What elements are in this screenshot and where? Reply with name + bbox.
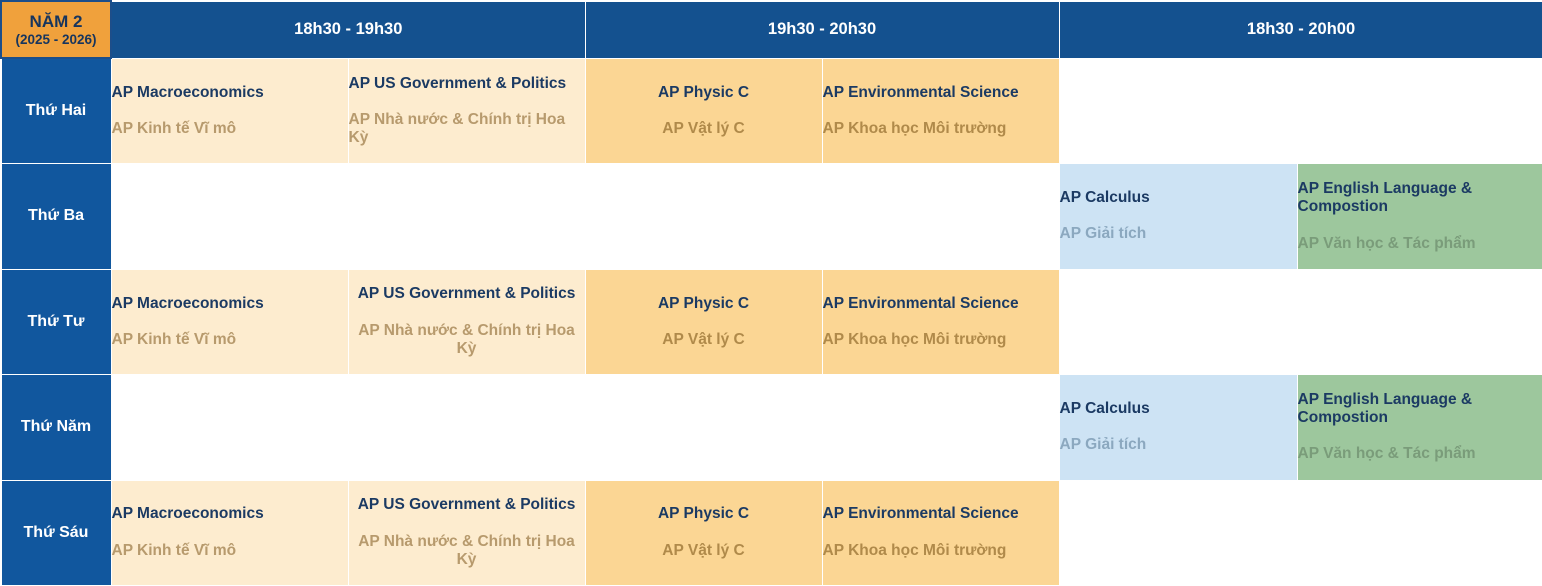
empty-cell: [1059, 480, 1297, 585]
table-row: [1, 375, 1542, 480]
course-cell-calculus: [1059, 375, 1297, 480]
course-cell-physic-c: [585, 480, 822, 585]
day-label-friday: Thứ Sáu: [1, 480, 111, 585]
course-cell-macroeconomics: [111, 58, 348, 163]
day-label-thursday: Thứ Năm: [1, 375, 111, 480]
table-row: [1, 269, 1542, 374]
course-title-en: AP Macroeconomics: [111, 294, 264, 312]
course-cell-english-language: [1297, 164, 1542, 269]
course-title-en: AP Physic C: [657, 294, 750, 312]
course-title-vi: AP Vật lý C: [662, 120, 745, 137]
empty-cell: [111, 375, 348, 480]
course-title-vi: AP Giải tích: [1059, 225, 1147, 243]
course-cell-environmental-science: [822, 480, 1059, 585]
course-title-vi: AP Kinh tế Vĩ mô: [111, 330, 237, 348]
day-label-monday: Thứ Hai: [1, 58, 111, 163]
table-row: [1, 58, 1542, 163]
course-title-en: AP Calculus: [1059, 189, 1150, 207]
course-cell-us-government: [348, 480, 585, 585]
empty-cell: [585, 164, 822, 269]
course-cell-us-government: [348, 269, 585, 374]
time-slot-header-2: 19h30 - 20h30: [585, 1, 1059, 58]
course-title-en: AP Macroeconomics: [111, 83, 264, 101]
course-title-vi: AP Khoa học Môi trường: [822, 120, 1007, 137]
course-title-en: AP Environmental Science: [822, 294, 1019, 312]
empty-cell: [1297, 269, 1542, 374]
course-title-en: AP English Language & Compostion: [1297, 180, 1473, 216]
empty-cell: [1297, 480, 1542, 585]
course-title-en: AP Macroeconomics: [111, 505, 264, 523]
year-range-label: (2025 - 2026): [15, 31, 97, 47]
course-cell-macroeconomics: [111, 480, 348, 585]
empty-cell: [348, 164, 585, 269]
course-cell-calculus: [1059, 164, 1297, 269]
table-row: [1, 480, 1542, 585]
course-cell-environmental-science: [822, 269, 1059, 374]
course-title-en: AP US Government & Politics: [348, 74, 567, 92]
course-cell-physic-c: [585, 58, 822, 163]
empty-cell: [822, 375, 1059, 480]
time-slot-header-3: 18h30 - 20h00: [1059, 1, 1542, 58]
course-title-en: AP US Government & Politics: [357, 285, 576, 303]
course-cell-environmental-science: [822, 58, 1059, 163]
course-title-en: AP Calculus: [1059, 400, 1150, 418]
empty-cell: [111, 164, 348, 269]
table-header-row: [1, 1, 1542, 58]
course-cell-physic-c: [585, 269, 822, 374]
empty-cell: [348, 375, 585, 480]
empty-cell: [1297, 58, 1542, 163]
course-title-en: AP Environmental Science: [822, 505, 1019, 523]
course-title-en: AP US Government & Politics: [357, 496, 576, 514]
course-title-vi: AP Nhà nước & Chính trị Hoa Kỳ: [358, 532, 575, 568]
day-label-tuesday: Thứ Ba: [1, 164, 111, 269]
course-title-vi: AP Văn học & Tác phẩm: [1297, 234, 1476, 252]
course-title-en: AP Environmental Science: [822, 83, 1019, 101]
course-title-vi: AP Khoa học Môi trường: [822, 541, 1007, 559]
empty-cell: [585, 375, 822, 480]
course-cell-macroeconomics: [111, 269, 348, 374]
year-label-cell: [1, 1, 111, 58]
year-label: NĂM 2: [29, 11, 83, 31]
time-slot-header-1: 18h30 - 19h30: [111, 1, 585, 58]
course-title-vi: AP Khoa học Môi trường: [822, 330, 1007, 348]
course-cell-us-government: [348, 58, 585, 163]
course-title-vi: AP Vật lý C: [662, 541, 745, 559]
empty-cell: [822, 164, 1059, 269]
table-row: [1, 164, 1542, 269]
course-title-vi: AP Kinh tế Vĩ mô: [111, 120, 237, 137]
course-title-vi: AP Văn học & Tác phẩm: [1297, 445, 1476, 463]
course-title-vi: AP Giải tích: [1059, 436, 1147, 454]
course-title-vi: AP Kinh tế Vĩ mô: [111, 541, 237, 559]
course-title-vi: AP Nhà nước & Chính trị Hoa Kỳ: [348, 110, 566, 147]
day-label-wednesday: Thứ Tư: [1, 269, 111, 374]
course-title-en: AP Physic C: [657, 83, 750, 101]
course-cell-english-language: [1297, 375, 1542, 480]
empty-cell: [1059, 58, 1297, 163]
course-title-en: AP Physic C: [657, 505, 750, 523]
course-title-en: AP English Language & Compostion: [1297, 390, 1473, 427]
course-title-vi: AP Vật lý C: [662, 330, 745, 348]
empty-cell: [1059, 269, 1297, 374]
course-title-vi: AP Nhà nước & Chính trị Hoa Kỳ: [358, 321, 575, 358]
